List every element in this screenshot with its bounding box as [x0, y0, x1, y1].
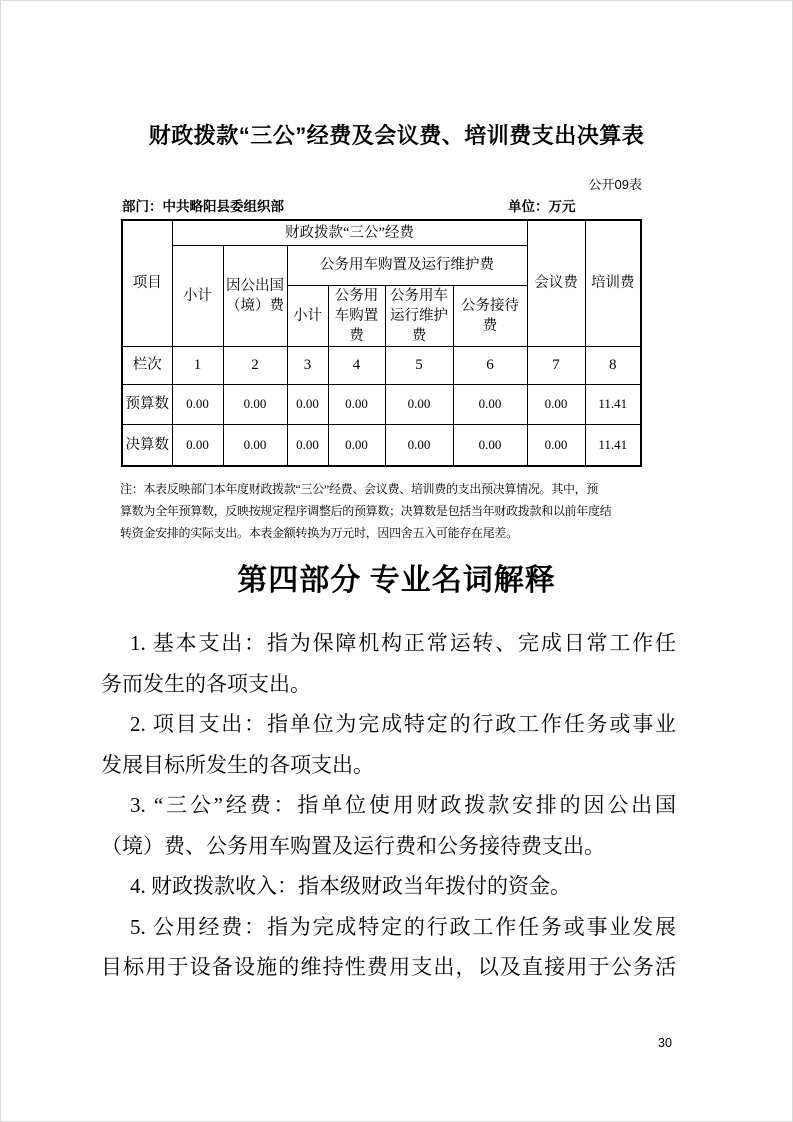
- department-label: 部门：中共略阳县委组织部: [122, 199, 284, 214]
- page-number: 30: [658, 1036, 672, 1050]
- footnote-line: 注：本表反映部门本年度财政拨款“三公”经费、会议费、培训费的支出预决算情况。其中，预: [120, 482, 599, 496]
- sangong-expense-table: [121, 219, 642, 467]
- column-index-cell: 2: [223, 346, 287, 384]
- budget-value-cell: 0.00: [328, 384, 385, 424]
- glossary-line: 发展目标所发生的各项支出。: [101, 752, 374, 777]
- col-header-vehicle-subtotal: 小计: [287, 285, 328, 346]
- unit-label: 单位：万元: [508, 199, 576, 214]
- column-index-cell: 5: [385, 346, 453, 384]
- col-header-abroad-fee: 因公出国（境）费: [223, 245, 287, 346]
- budget-value-cell: 0.00: [527, 384, 585, 424]
- column-index-cell: 3: [287, 346, 328, 384]
- glossary-line: 2. 项目支出：指单位为完成特定的行政工作任务或事业: [130, 712, 676, 736]
- budget-value-cell: 0.00: [223, 384, 287, 424]
- final-value-cell: 0.00: [287, 424, 328, 466]
- footnote-line: 算数为全年预算数，反映按规定程序调整后的预算数；决算数是包括当年财政拨款和以前年度结: [120, 504, 612, 518]
- glossary-line: 1. 基本支出：指为保障机构正常运转、完成日常工作任: [130, 631, 676, 655]
- glossary-line: 务而发生的各项支出。: [101, 671, 311, 696]
- glossary-line: 3. “三公”经费：指单位使用财政拨款安排的因公出国: [130, 793, 676, 817]
- final-value-cell: 0.00: [527, 424, 585, 466]
- row-label-budget: 预算数: [122, 384, 172, 424]
- table-row-budget: [122, 384, 641, 424]
- col-header-training-fee: 培训费: [585, 220, 641, 346]
- col-header-vehicle-group: 公务用车购置及运行维护费: [287, 245, 527, 285]
- section-heading: 第四部分 专业名词解释: [237, 564, 556, 597]
- col-header-meeting-fee: 会议费: [527, 220, 585, 346]
- col-header-sangong-group: 财政拨款“三公”经费: [172, 220, 527, 245]
- glossary-line: 5. 公用经费：指为完成特定的行政工作任务或事业发展: [130, 914, 676, 939]
- table-row-final-account: [122, 424, 641, 466]
- column-index-cell: 7: [527, 346, 585, 384]
- final-value-cell: 0.00: [172, 424, 223, 466]
- col-header-vehicle-operation: 公务用车运行维护费: [385, 285, 453, 346]
- column-index-cell: 8: [585, 346, 641, 384]
- col-header-item: 项目: [122, 220, 172, 346]
- glossary-line: 目标用于设备设施的维持性费用支出，以及直接用于公务活: [101, 955, 676, 979]
- table-row-column-index: [122, 346, 641, 384]
- column-index-cell: 4: [328, 346, 385, 384]
- row-label-final: 决算数: [122, 424, 172, 466]
- glossary-line: （境）费、公务用车购置及运行费和公务接待费支出。: [101, 833, 605, 858]
- footnote-line: 转资金安排的实际支出。本表金额转换为万元时，因四舍五入可能存在尾差。: [120, 526, 518, 540]
- col-header-reception-fee: 公务接待费: [453, 285, 527, 346]
- final-value-cell: 0.00: [385, 424, 453, 466]
- budget-value-cell: 0.00: [172, 384, 223, 424]
- row-label-lanci: 栏次: [122, 346, 172, 384]
- budget-value-cell: 0.00: [453, 384, 527, 424]
- table-footnote: [120, 478, 620, 544]
- budget-value-cell: 0.00: [385, 384, 453, 424]
- form-code-label: 公开09表: [588, 177, 642, 192]
- col-header-subtotal: 小计: [172, 245, 223, 346]
- budget-value-cell: 0.00: [287, 384, 328, 424]
- final-value-cell: 0.00: [328, 424, 385, 466]
- table-meta-row: [0, 198, 793, 216]
- final-value-cell: 0.00: [223, 424, 287, 466]
- column-index-cell: 6: [453, 346, 527, 384]
- glossary-body: [101, 623, 676, 988]
- final-value-cell: 11.41: [585, 424, 641, 466]
- glossary-line: 4. 财政拨款收入：指本级财政当年拨付的资金。: [130, 874, 571, 898]
- final-value-cell: 0.00: [453, 424, 527, 466]
- column-index-cell: 1: [172, 346, 223, 384]
- budget-value-cell: 11.41: [585, 384, 641, 424]
- page-title: 财政拨款“三公”经费及会议费、培训费支出决算表: [148, 123, 645, 148]
- col-header-vehicle-purchase: 公务用车购置费: [328, 285, 385, 346]
